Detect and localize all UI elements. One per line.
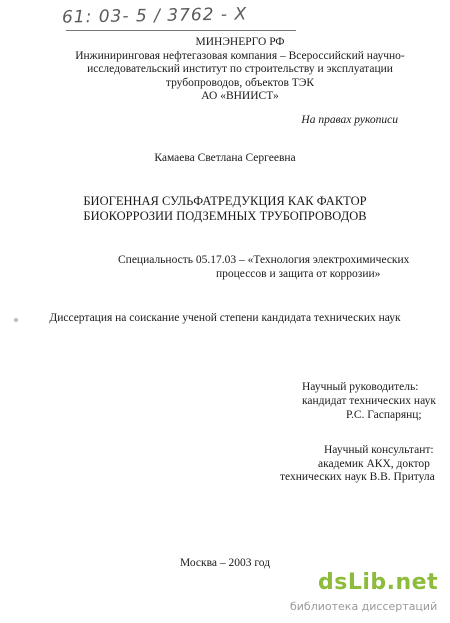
consultant-block (280, 444, 435, 485)
manuscript-rights-note: На правах рукописи (301, 114, 398, 126)
consultant-label: Научный консультант: (324, 444, 434, 456)
title-line-1: БИОГЕННАЯ СУЛЬФАТРЕДУКЦИЯ КАК ФАКТОР (83, 194, 367, 208)
supervisor-block (302, 380, 436, 422)
company-line-2: исследовательский институт по строительству и эксплуатации (87, 63, 393, 75)
consultant-name: технических наук В.В. Притула (280, 471, 435, 483)
specialty-line-2: процессов и защита от коррозии» (216, 267, 381, 280)
organization-header (60, 36, 420, 104)
specialty-line-1: Специальность 05.17.03 – «Технология электрохимических (118, 254, 410, 266)
degree-statement: Диссертация на соискание ученой степени кандидата технических наук (49, 312, 401, 324)
company-line-3: трубопроводов, объектов ТЭК (165, 76, 315, 89)
ministry-name: МИНЭНЕРГО РФ (195, 36, 285, 48)
title-line-2: БИОКОРРОЗИИ ПОДЗЕМНЫХ ТРУБОПРОВОДОВ (83, 208, 367, 223)
supervisor-degree: кандидат технических наук (302, 395, 436, 407)
handwriting-underline (66, 30, 296, 31)
consultant-title: академик АКХ, доктор (318, 457, 430, 470)
dslib-logo: dsLib.net (318, 570, 439, 595)
dissertation-title (0, 194, 450, 223)
handwritten-archive-number: 61: 03- 5 / 3762 - X (61, 4, 248, 28)
supervisor-label: Научный руководитель: (302, 381, 419, 393)
specialty-block (118, 254, 418, 281)
city-year: Москва – 2003 год (179, 557, 271, 569)
supervisor-name: Р.С. Гаспарянц; (346, 409, 422, 421)
dslib-subtitle: библиотека диссертаций (290, 600, 438, 613)
author-name: Камаева Светлана Сергеевна (154, 152, 296, 164)
company-line-1: Инжиниринговая нефтегазовая компания – Всероссийский научно- (75, 49, 405, 62)
institute-name: АО «ВНИИСТ» (201, 90, 279, 102)
